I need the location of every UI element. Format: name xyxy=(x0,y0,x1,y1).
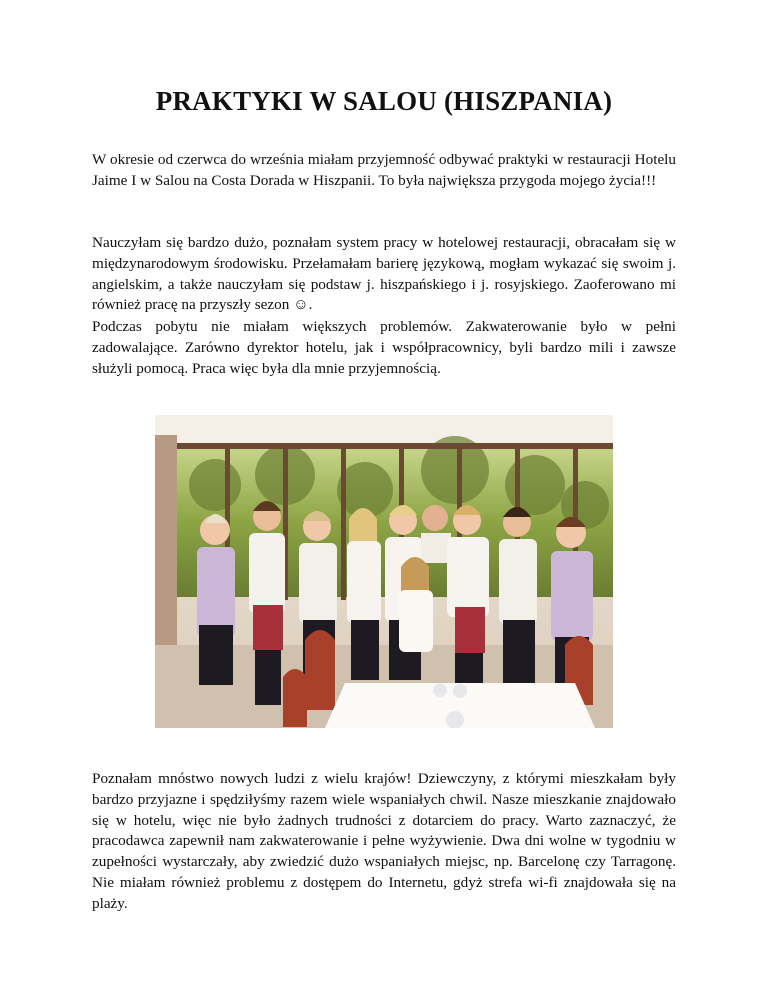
paragraph-learning: Nauczyłam się bardzo dużo, poznałam system pracy w hotelowej restauracji, obracałam się w międzynarodowym środowisku. Przełamałam barierę językową, mogłam wykazać się swoim j. angielskim, a także nauczyłam się podstaw j. hiszpańskiego i j. rosyjskiego. Zaoferowano mi również pracę na przyszły sezon ☺. xyxy=(92,234,676,314)
paragraph-stay: Podczas pobytu nie miałam większych problemów. Zakwaterowanie było w pełni zadowalające. Zarówno dyrektor hotelu, jak i współpracownicy, byli bardzo mili i zawsze służyli pomocą. Praca więc była dla mnie przyjemnością. xyxy=(92,318,676,377)
page-title: PRAKTYKI W SALOU (HISZPANIA) xyxy=(155,86,613,116)
paragraph-intro: W okresie od czerwca do września miałam przyjemność odbywać praktyki w restauracji Hotelu Jaime I w Salou na Costa Dorada w Hiszpanii. To była największa przygoda mojego życia!!! xyxy=(92,151,676,189)
paragraph-people: Poznałam mnóstwo nowych ludzi z wielu krajów! Dziewczyny, z którymi mieszkałam były bardzo przyjazne i spędziłyśmy razem wiele wspaniałych chwil. Nasze mieszkanie znajdowało się w hotelu, więc nie było żadnych trudności z dotarciem do pracy. Warto zaznaczyć, że pracodawca zapewnił nam zakwaterowanie i pełne wyżywienie. Dwa dni wolne w tygodniu w zupełności wystarczały, aby zwiedzić dużo wspaniałych miejsc, np. Barcelonę czy Tarragonę. Nie miałam również problemu z dostępem do Internetu, gdyż strefa wi-fi znajdowała się na plaży. xyxy=(92,770,676,912)
group-photo xyxy=(155,415,613,728)
